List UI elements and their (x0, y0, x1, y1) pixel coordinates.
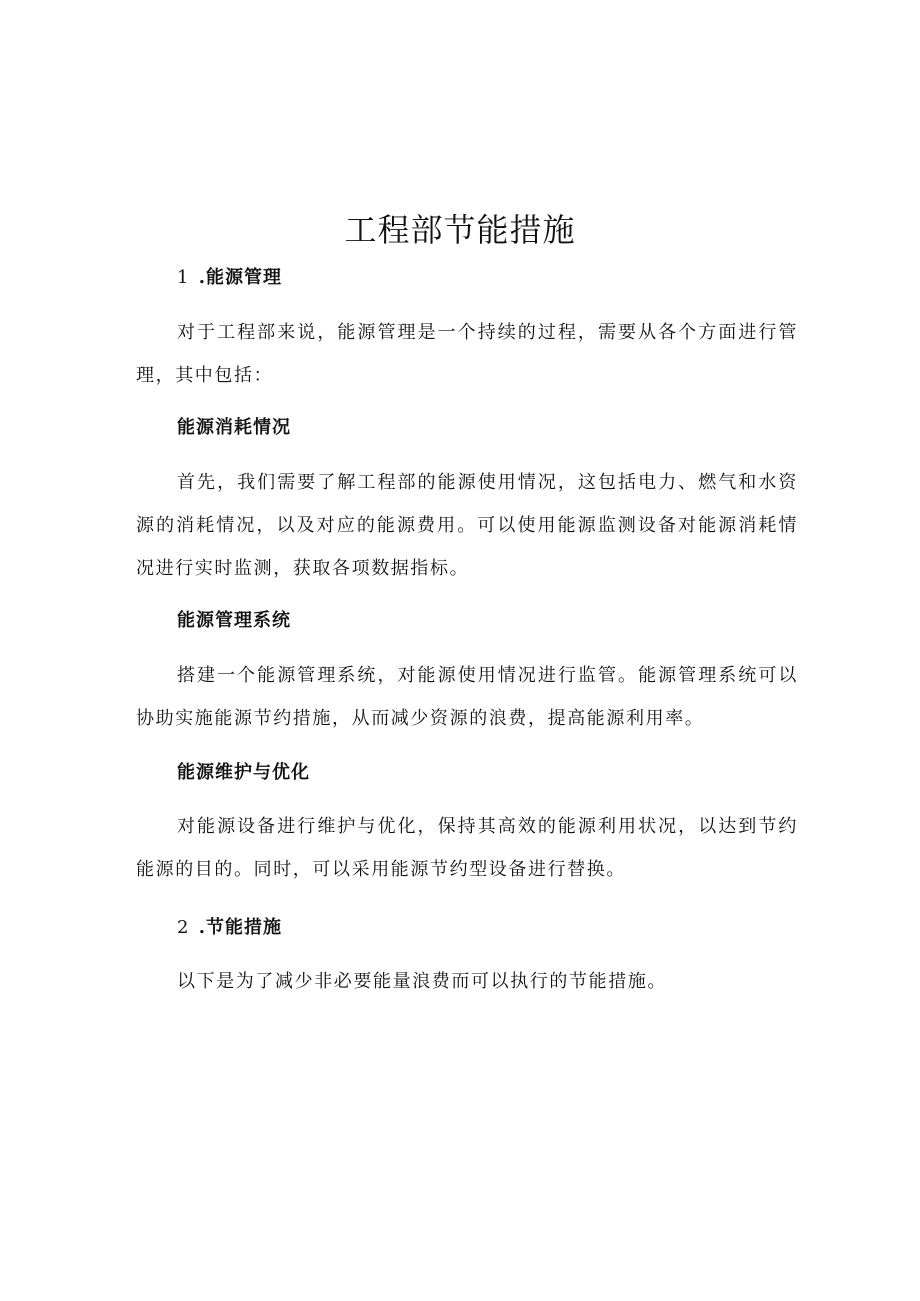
section-2-intro: 以下是为了减少非必要能量浪费而可以执行的节能措施。 (177, 971, 667, 992)
section-1-number: 1 (177, 267, 190, 288)
subsection-energy-consumption-heading: 能源消耗情况 (177, 417, 291, 438)
section-2-title: .节能措施 (198, 917, 283, 938)
subsection-energy-management-system-body: 搭建一个能源管理系统，对能源使用情况进行监管。能源管理系统可以协助实施能源节约措施，从而减少资源的浪费，提高能源利用率。 (136, 665, 798, 729)
subsection-energy-consumption-body: 首先，我们需要了解工程部的能源使用情况，这包括电力、燃气和水资源的消耗情况，以及对应的能源费用。可以使用能源监测设备对能源消耗情况进行实时监测，获取各项数据指标。 (136, 472, 798, 579)
subsection-energy-management-system-heading: 能源管理系统 (177, 610, 291, 631)
section-1-intro: 对于工程部来说，能源管理是一个持续的过程，需要从各个方面进行管理，其中包括： (136, 322, 798, 386)
section-1-title: .能源管理 (198, 267, 283, 288)
subsection-energy-maintenance-body: 对能源设备进行维护与优化，保持其高效的能源利用状况，以达到节约能源的目的。同时，可以采用能源节约型设备进行替换。 (136, 816, 798, 880)
section-2-heading (177, 915, 282, 941)
subsection-energy-maintenance-heading: 能源维护与优化 (177, 762, 310, 783)
section-1-heading (177, 265, 282, 291)
document-title: 工程部节能措施 (344, 211, 576, 249)
section-2-number: 2 (177, 917, 190, 938)
